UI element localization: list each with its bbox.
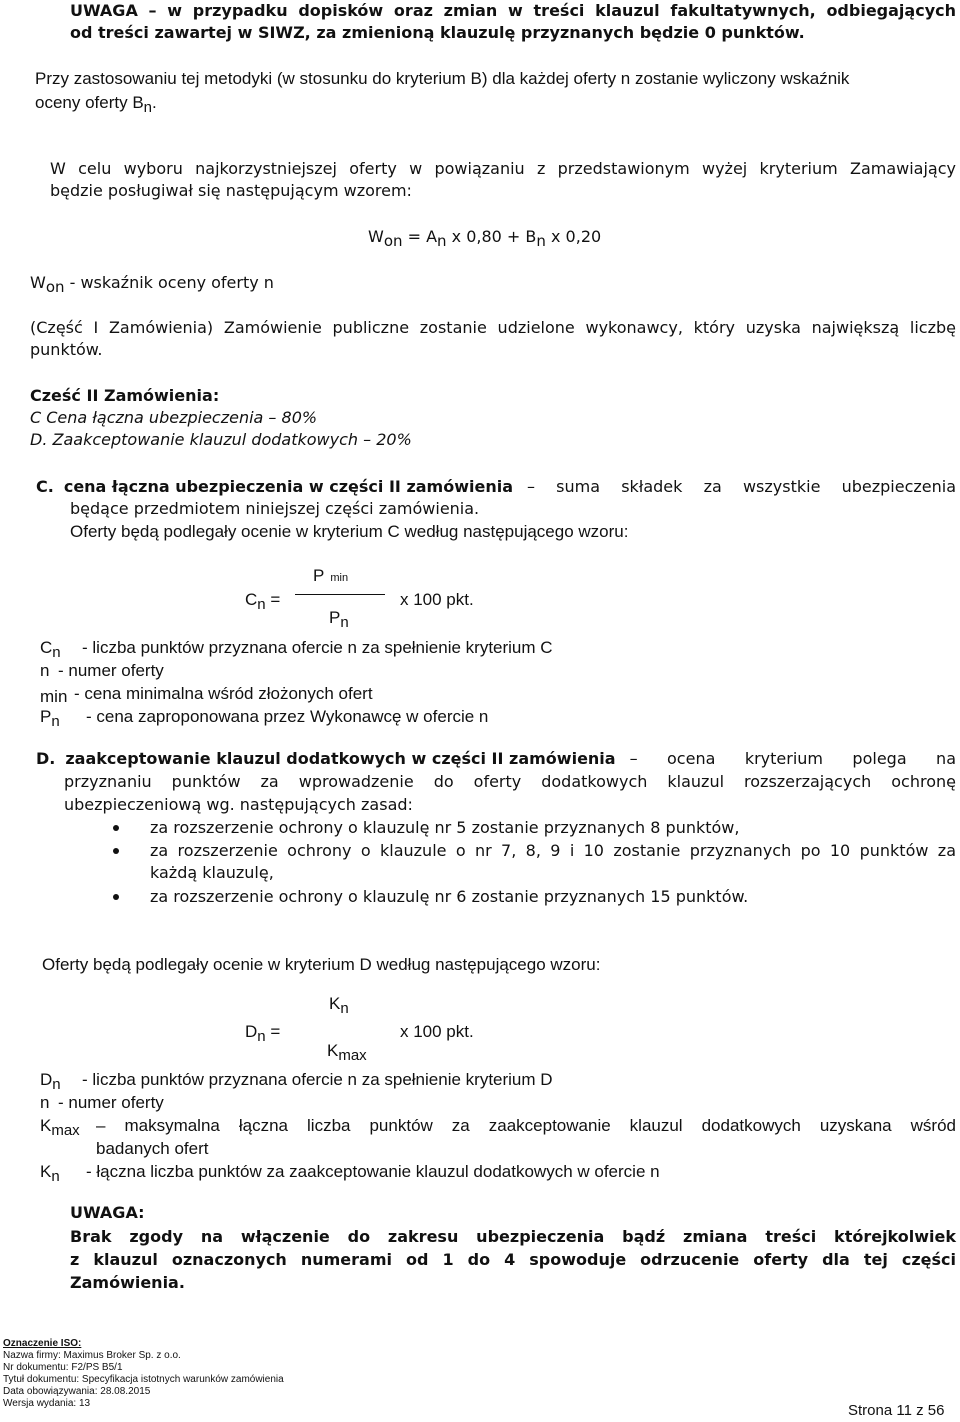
section-c-lead: cena łączna ubezpieczenia w części II zamówienia <box>63 477 513 496</box>
legend-d-symbol <box>40 1091 58 1114</box>
legend-d <box>40 1068 956 1183</box>
legend-d-sub-0: n <box>52 1076 61 1093</box>
formula-d-den-symbol: K <box>327 1041 339 1060</box>
formula-c-denominator <box>329 608 349 631</box>
legend-d-text-2: – maksymalna łączna liczba punktów za zaakceptowanie klauzul dodatkowych uzyskana wśród <box>96 1116 956 1135</box>
formula-c-lhs-symbol: C <box>245 590 258 609</box>
footer-company: Nazwa firmy: Maximus Broker Sp. z o.o. <box>3 1350 181 1361</box>
formula-d-lhs <box>245 1022 281 1045</box>
legend-d-symbol <box>40 1114 96 1137</box>
footer-date: Data obowiązywania: 28.08.2015 <box>3 1386 151 1397</box>
legend-d-text-0: - liczba punktów przyznana ofercie n za spełnienie kryterium D <box>82 1070 553 1089</box>
legend-c-sym-0: C <box>40 638 53 657</box>
legend-d-row <box>40 1160 956 1183</box>
legend-c-text-3: - cena zaproponowana przez Wykonawcę w ofercie n <box>86 707 489 726</box>
formula-d-numerator <box>329 994 349 1017</box>
legend-c-symbol <box>40 636 82 659</box>
top-note-line-1: UWAGA – w przypadku dopisków oraz zmian w treści klauzul fakultatywnych, odbiegających <box>70 1 956 20</box>
section-d-formula-intro: Oferty będą podlegały ocenie w kryterium D według następującego wzoru: <box>42 955 601 974</box>
bullet-dot <box>113 848 119 854</box>
legend-c-row <box>40 659 940 682</box>
formula-d-num-sub: n <box>340 1000 349 1017</box>
legend-c-sub-3: n <box>51 713 60 730</box>
formula-w-a-sub: n <box>437 232 447 250</box>
section-d-line-3: ubezpieczeniową wg. następujących zasad: <box>64 795 413 814</box>
legend-d-sub-4: n <box>51 1168 60 1185</box>
formula-w-b-sub: n <box>536 232 546 250</box>
formula-c <box>245 566 505 636</box>
legend-c-symbol <box>40 705 86 728</box>
formula-d-eq: = <box>265 1022 281 1041</box>
section-c-line-3: Oferty będą podlegały ocenie w kryterium C według następującego wzoru: <box>70 522 629 541</box>
formula-d-den-sub: max <box>338 1047 367 1064</box>
section-d-line-1-rest: – ocena kryterium polega na <box>629 749 956 768</box>
section-d-line-1 <box>36 748 956 770</box>
formula-c-lhs <box>245 590 281 613</box>
legend-c-symbol <box>40 685 74 708</box>
legend-d-text-1: - numer oferty <box>58 1093 164 1112</box>
legend-c <box>40 636 940 728</box>
legend-c-row <box>40 682 940 705</box>
formula-d-denominator <box>327 1041 367 1064</box>
legend-c-row <box>40 705 940 728</box>
method-text-line-1: Przy zastosowaniu tej metodyki (w stosunku do kryterium B) dla każdej oferty n zostanie wyliczony wskaźnik <box>35 69 850 88</box>
legend-c-text-0: - liczba punktów przyznana ofercie n za spełnienie kryterium C <box>82 638 553 657</box>
formula-d-num-symbol: K <box>329 994 341 1013</box>
formula-w-mid: x 0,80 + B <box>446 227 537 246</box>
formula-c-den-symbol: P <box>329 608 341 627</box>
legend-d-text-4: - łączna liczba punktów za zaakceptowanie klauzul dodatkowych w ofercie n <box>86 1162 660 1181</box>
section-d-lead: zaakceptowanie klauzul dodatkowych w części II zamówienia <box>65 749 616 768</box>
final-note-line-1: Brak zgody na włączenie do zakresu ubezpieczenia bądź zmiana treści którejkolwiek <box>70 1227 956 1246</box>
method-text-suffix: . <box>152 93 157 112</box>
formula-c-multiplier: x 100 pkt. <box>400 590 474 609</box>
section-c-label: C. <box>36 477 54 496</box>
footer-iso: Oznaczenie ISO: <box>3 1338 82 1349</box>
bullet-dot <box>113 825 119 831</box>
legend-c-sym-1: n <box>40 661 50 680</box>
legend-d-symbol <box>40 1160 86 1183</box>
formula-c-fraction-line <box>295 594 385 595</box>
legend-d-symbol <box>40 1137 96 1160</box>
w-legend <box>30 272 274 294</box>
formula-d-multiplier: x 100 pkt. <box>400 1022 474 1041</box>
legend-d-row <box>40 1137 956 1160</box>
formula-d <box>245 994 505 1064</box>
footer-version: Wersja wydania: 13 <box>3 1398 91 1409</box>
part2-criterion-d: D. Zaakceptowanie klauzul dodatkowych – 20% <box>30 430 412 449</box>
legend-d-symbol <box>40 1068 82 1091</box>
choice-text-line-2: będzie posługiwał się następującym wzorem: <box>50 181 412 200</box>
section-c-line-2: będące przedmiotem niniejszej części zamówienia. <box>70 499 480 518</box>
formula-c-num-sub: min <box>330 572 349 584</box>
formula-w-end: x 0,20 <box>545 227 602 246</box>
part1-line-1: (Część I Zamówienia) Zamówienie publiczne zostanie udzielone wykonawcy, który uzyska największą liczbę <box>30 318 956 337</box>
method-text-prefix: oceny oferty B <box>35 93 144 112</box>
formula-c-lhs-sub: n <box>257 596 266 613</box>
legend-c-row <box>40 636 940 659</box>
part2-heading: Cześć II Zamówienia: <box>30 386 220 405</box>
formula-d-lhs-symbol: D <box>245 1022 258 1041</box>
w-legend-symbol: W <box>30 273 46 292</box>
section-d-label: D. <box>36 749 56 768</box>
legend-d-row <box>40 1091 956 1114</box>
legend-c-text-2: - cena minimalna wśród złożonych ofert <box>74 684 373 703</box>
bullet-item-3: za rozszerzenie ochrony o klauzulę nr 6 zostanie przyznanych 15 punktów. <box>150 887 749 906</box>
formula-c-num-symbol: P <box>313 566 325 585</box>
legend-d-row <box>40 1068 956 1091</box>
footer-page-number: Strona 11 z 56 <box>848 1402 945 1419</box>
section-c-line-1-rest: – suma składek za wszystkie ubezpieczenia <box>527 477 956 496</box>
section-c-line-1 <box>36 476 956 498</box>
w-legend-text: - wskaźnik oceny oferty n <box>64 273 274 292</box>
bullet-item-2: za rozszerzenie ochrony o klauzule o nr 7, 8, 9 i 10 zostanie przyznanych po 10 punktów za <box>150 841 956 860</box>
section-d-line-2: przyznaniu punktów za wprowadzenie do oferty dodatkowych klauzul rozszerzających ochronę <box>64 772 956 791</box>
formula-c-numerator <box>313 566 348 586</box>
legend-c-sub-0: n <box>52 644 61 661</box>
part2-criterion-c: C Cena łączna ubezpieczenia – 80% <box>30 408 318 427</box>
bullet-item-2-cont: każdą klauzulę, <box>150 863 274 882</box>
legend-c-sym-2: min <box>40 687 68 706</box>
formula-w-symbol: W <box>368 227 384 246</box>
formula-w <box>368 226 601 248</box>
final-note-line-2: z klauzul oznaczonych numerami od 1 do 4 spowoduje odrzucenie oferty dla tej części <box>70 1250 956 1269</box>
final-note-line-3: Zamówienia. <box>70 1273 185 1292</box>
formula-c-eq: = <box>265 590 281 609</box>
footer-doc-no: Nr dokumentu: F2/PS B5/1 <box>3 1362 123 1373</box>
formula-w-sub: on <box>383 232 403 250</box>
footer-doc-title: Tytuł dokumentu: Specyfikacja istotnych warunków zamówienia <box>3 1374 284 1385</box>
legend-d-row <box>40 1114 956 1137</box>
w-legend-sub: on <box>45 278 65 296</box>
top-note-line-2: od treści zawartej w SIWZ, za zmienioną klauzulę przyznanych będzie 0 punktów. <box>70 23 805 42</box>
bullet-item-1: za rozszerzenie ochrony o klauzulę nr 5 zostanie przyznanych 8 punktów, <box>150 818 740 837</box>
legend-d-text-3: badanych ofert <box>96 1139 209 1158</box>
choice-text-line-1: W celu wyboru najkorzystniejszej oferty w powiązaniu z przedstawionym wyżej kryterium Zamawiający <box>50 159 956 178</box>
legend-d-sym-4: K <box>40 1162 52 1181</box>
formula-d-lhs-sub: n <box>257 1028 266 1045</box>
legend-d-sub-2: max <box>51 1122 80 1139</box>
formula-c-den-sub: n <box>340 614 349 631</box>
legend-d-sym-1: n <box>40 1093 50 1112</box>
legend-d-sym-2: K <box>40 1116 52 1135</box>
method-text-sub: n <box>143 99 153 116</box>
method-text-line-2 <box>35 92 157 114</box>
bullet-dot <box>113 894 119 900</box>
legend-c-sym-3: P <box>40 707 52 726</box>
final-note-heading: UWAGA: <box>70 1203 145 1222</box>
legend-c-text-1: - numer oferty <box>58 661 164 680</box>
legend-d-sym-0: D <box>40 1070 53 1089</box>
part1-line-2: punktów. <box>30 340 103 359</box>
legend-c-symbol <box>40 659 58 682</box>
formula-w-eq-a: = A <box>402 227 438 246</box>
